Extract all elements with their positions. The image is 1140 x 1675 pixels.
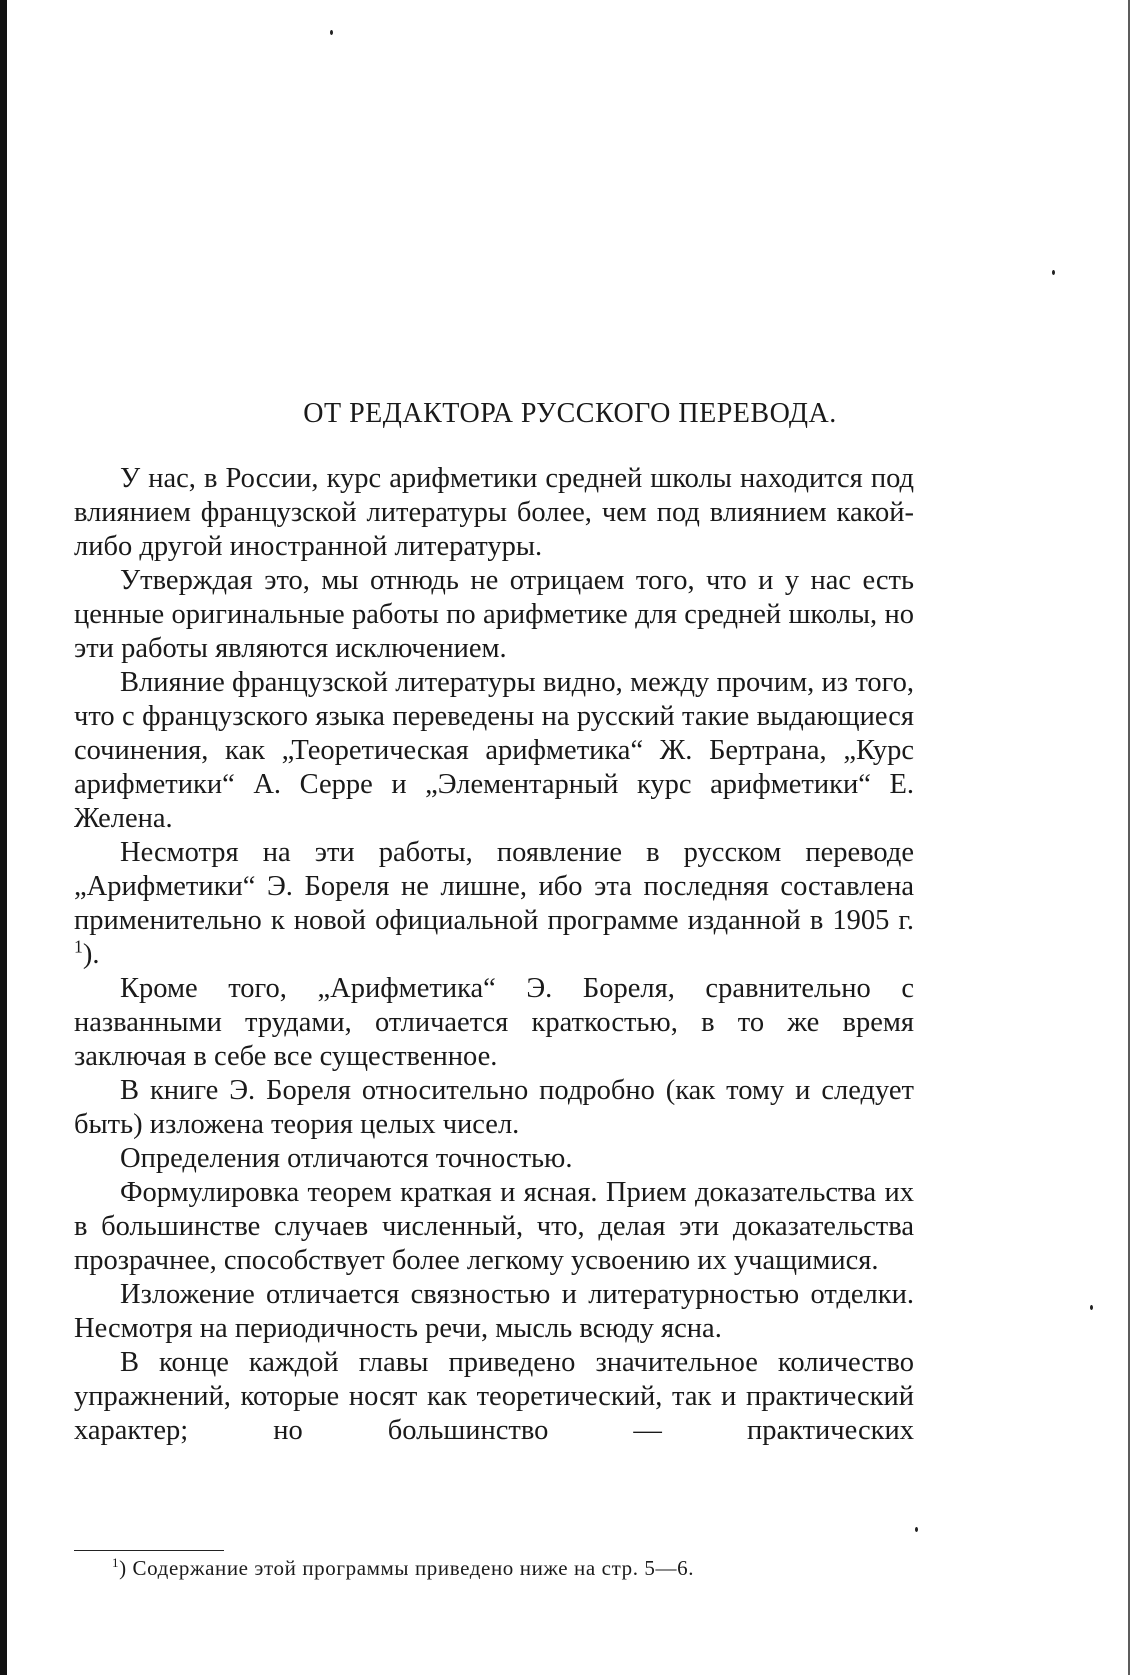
paragraph-text: Несмотря на эти работы, появление в русском переводе „Арифметики“ Э. Бореля не лишне, ибо эта последняя составлена применительно к новой официальной программе изданной в 1905 г. [74, 837, 914, 936]
paragraph: Изложение отличается связностью и литературностью отделки. Несмотря на периодичность речи, мысль всюду ясна. [74, 1279, 914, 1344]
paragraph: У нас, в России, курс арифметики средней школы находится под влиянием французской литературы более, чем под влиянием какой-либо другой иностранной литературы. [74, 463, 914, 562]
scan-speck [1052, 270, 1055, 275]
footnote-reference: 1 [74, 936, 83, 957]
footnote-text: ) Содержание этой программы приведено ниже на стр. 5—6. [119, 1556, 695, 1580]
scan-speck [330, 30, 333, 35]
paragraph: Утверждая это, мы отнюдь не отрицаем того, что и у нас есть ценные оригинальные работы по арифметике для средней школы, но эти работы являются исключением. [74, 565, 914, 664]
footnote-divider [74, 1550, 224, 1551]
scan-speck [1090, 1305, 1093, 1310]
scan-speck [915, 1527, 918, 1532]
scan-right-edge [1128, 0, 1130, 1675]
paragraph: Влияние французской литературы видно, между прочим, из того, что с французского языка переведены на русский такие выдающиеся сочинения, как „Теоретическая арифметика“ Ж. Бертрана, „Курс арифметики“ А. Серре и „Элементарный курс арифметики“ Е. Желена. [74, 667, 914, 834]
body-text [74, 462, 914, 1448]
footnote [112, 1556, 892, 1581]
paragraph: Определения отличаются точностью. [120, 1143, 573, 1174]
paragraph-with-footnote-ref [74, 836, 914, 972]
paragraph-tail: ). [82, 939, 100, 970]
page-title: ОТ РЕДАКТОРА РУССКОГО ПЕРЕВОДА. [303, 398, 837, 429]
paragraph: Кроме того, „Арифметика“ Э. Бореля, сравнительно с названными трудами, отличается краткостью, в то же время заключая в себе все существенное. [74, 973, 914, 1072]
paragraph: В книге Э. Бореля относительно подробно (как тому и следует быть) изложена теория целых чисел. [74, 1075, 914, 1140]
paragraph: В конце каждой главы приведено значительное количество упражнений, которые носят как теоретический, так и практический характер; но большинство — практических [74, 1347, 914, 1446]
footnote-marker: 1 [112, 1555, 120, 1570]
paragraph: Формулировка теорем краткая и ясная. Прием доказательства их в большинстве случаев численный, что, делая эти доказательства прозрачнее, способствует более легкому усвоению их учащимися. [74, 1177, 914, 1276]
scan-left-edge [0, 0, 7, 1675]
